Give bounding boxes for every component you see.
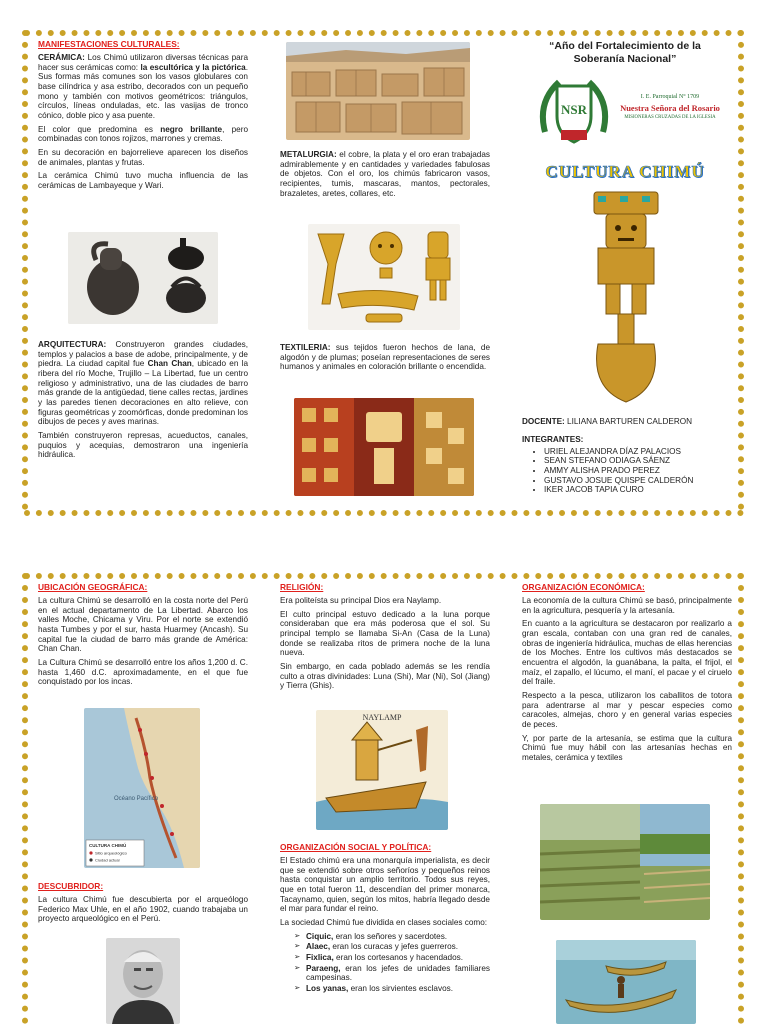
- religion-paragraph-1: Era politeísta su principal Dios era Naylamp.: [280, 595, 442, 605]
- panel-manifestaciones: [38, 40, 248, 195]
- org-paragraph-1: El Estado chimú era una monarquía imperialista, es decir que se extendió sobre otros señoríos y pequeños reinos hasta conquistar un amplio territorio. Todos sus reyes, que en total fueron 11, descendían del primer monarca, Tacaynamo, quien, según los mitos, habría llegado desde el mar para fundar el reino.: [280, 855, 490, 914]
- heading-religion: RELIGIÓN:: [280, 582, 324, 592]
- right-dotted-border-2: [738, 573, 744, 1024]
- color-paragraph: [38, 125, 248, 144]
- integrantes-block: [522, 435, 732, 495]
- arquitectura-text-1: Construyeron grandes ciudades, templos y palacios a base de adobe, principalmente, y de piedra. La ciudad capital fue: [38, 340, 248, 369]
- motto-text: “Año del Fortalecimiento de la Soberanía Nacional”: [549, 40, 701, 66]
- svg-text:Océano Pacífico: Océano Pacífico: [114, 796, 159, 802]
- decor-paragraph: En su decoración en bajorrelieve aparecen los diseños de animales, plantas y frutas.: [38, 147, 248, 167]
- eco-paragraph-3: Respecto a la pesca, utilizaron los caballitos de totora para adentrarse al mar y pescar especies como caracoles, almejas, choro y en general varias especies de peces.: [522, 690, 732, 729]
- eco-paragraph-1: La economía de la cultura Chimú se basó, principalmente en la agricultura, pesquería y la artesanía.: [522, 595, 732, 615]
- tumi-knife-image: [580, 188, 672, 406]
- left-dotted-border: [22, 30, 28, 510]
- top-dotted-border: [24, 30, 744, 36]
- color-text-2: , pero combinadas con tonos rojizos, marrones y cremas.: [38, 124, 248, 144]
- agriculture-photo: [540, 804, 710, 920]
- integrantes-label: INTEGRANTES:: [522, 435, 584, 444]
- influencia-paragraph: La cerámica Chimú tuvo mucha influencia de las cerámicas de Lambayeque y Wari.: [38, 171, 248, 190]
- descubridor-paragraph: La cultura Chimú fue descubierta por el arqueólogo Federico Max Uhle, en el año 1902, cuando trabajaba un proyecto arqueológico en el Perú.: [38, 894, 248, 924]
- panel-descubridor: [38, 882, 248, 928]
- heading-ubicacion: UBICACIÓN GEOGRÁFICA:: [38, 582, 148, 592]
- metalurgia-paragraph: [280, 150, 490, 198]
- integrante-item: • AMMY ALISHA PRADO PEREZ: [544, 466, 732, 476]
- docente-label: DOCENTE:: [522, 417, 565, 426]
- docente-line: [522, 417, 732, 427]
- ceramica-bold: la escultórica y la pictórica: [140, 62, 246, 72]
- org-paragraph-2: La sociedad Chimú fue dividida en clases sociales como:: [280, 917, 488, 927]
- ceramica-label: CERÁMICA:: [38, 52, 85, 62]
- school-seal-icon: [535, 72, 613, 150]
- clase-item: ➢ Fixlica, eran los cortesanos y hacendados.: [296, 953, 490, 963]
- textileria-text: sus tejidos fueron hechos de lana, de algodón y de plumas; poseían representaciones de seres humanos y animales en coloración brillante o encendida.: [280, 343, 490, 372]
- chimu-map: [84, 708, 200, 868]
- ceramica-text-1: Los Chimú utilizaron diversas técnicas para hacer sus cerámicas como:: [38, 52, 248, 72]
- clase-item: ➢ Ciquic, eran los señores y sacerdotes.: [296, 932, 490, 942]
- school-line-3: MISIONERAS CRUZADAS DE LA IGLESIA: [624, 115, 716, 120]
- docente-name: LILIANA BARTUREN CALDERON: [564, 417, 693, 426]
- color-text-1: El color que predomina es: [38, 124, 161, 134]
- panel-organizacion-social: [280, 843, 490, 995]
- integrante-item: • GUSTAVO JOSUE QUISPE CALDERÓN: [544, 476, 732, 486]
- integrante-item: • URIEL ALEJANDRA DÍAZ PALACIOS: [544, 447, 732, 457]
- represas-paragraph: También construyeron represas, acueductos, canales, puquios y acequias, demostraron una ingeniería hidráulica.: [38, 431, 248, 460]
- right-dotted-border: [738, 30, 744, 510]
- clase-item: ➢ Paraeng, eran los jefes de unidades familiares campesinas.: [296, 964, 490, 983]
- clases-list: [280, 932, 490, 994]
- school-line-1: I. E. Parroquial N° 1709: [640, 94, 700, 100]
- arquitectura-text-2: , ubicado en la ribera del río Moche, Trujillo – La Libertad, fue un centro religioso y administrativo, una de las ciudades de barro más grande de la antigüedad, tiene calles rectas, jardines y las paredes tienen decoraciones en alto relieve, con figuras geométricas y zoomórficas, donde predominan los dibujos de peces y aves marinas.: [38, 359, 248, 427]
- heading-manifestaciones: MANIFESTACIONES CULTURALES:: [38, 39, 180, 49]
- arquitectura-label: ARQUITECTURA:: [38, 340, 107, 349]
- cover-title: CULTURA CHIMÚ: [545, 162, 705, 181]
- clase-item: ➢ Los yanas, eran los sirvientes esclavos.: [296, 984, 490, 994]
- svg-text:CULTURA CHIMÚ: CULTURA CHIMÚ: [89, 843, 127, 848]
- ubicacion-paragraph-1: La cultura Chimú se desarrolló en la costa norte del Perú en el actual departamento de La Libertad. Abarco los valles Moche, Chicama y Viru. Por el norte se extendió hasta Tumbes y por el sur, hasta Huarmey (Ancash). Su capital fue la ciudad de barro más grande de América: Chan Chan.: [38, 595, 248, 654]
- panel-metalurgia: [280, 150, 490, 202]
- max-uhle-portrait: [106, 938, 180, 1024]
- clase-item: ➢ Alaec, eran los curacas y jefes guerreros.: [296, 942, 490, 952]
- integrante-item: • IKER JACOB TAPIA CURO: [544, 485, 732, 495]
- metalurgia-text: el cobre, la plata y el oro eran trabajadas admirablemente y en cantidades y variedades fabulosas de objetos. Con el oro, los chimús fabricaron vasos, recipientes, tumis, mascaras, mantos, pectorales, brazaletes, aretes, collares, etc.: [280, 150, 490, 198]
- svg-text:NSR: NSR: [560, 102, 588, 117]
- totora-boats-photo: [556, 940, 696, 1024]
- chan-chan-photo: [286, 42, 470, 140]
- eco-paragraph-4: Y, por parte de la artesanía, se estima que la cultura Chimú fue muy hábil con las artesanías hechas en metales, cerámica y textiles: [522, 733, 732, 762]
- metalurgia-label: METALURGIA:: [280, 150, 337, 159]
- middle-dotted-border: [24, 510, 744, 516]
- heading-organizacion-social: ORGANIZACIÓN SOCIAL Y POLÍTICA:: [280, 842, 432, 852]
- color-bold: negro brillante: [160, 124, 223, 134]
- ceramica-text-2: . Sus formas más comunes son los vasos globulares con base cilíndrica y asa estribo, decorados con un pequeño mono y también con motivos geométricos: triángulos, círculos, líneas onduladas, etc. las vasijas de tronco cónico, doble pico y asa puente.: [38, 62, 248, 120]
- school-line-2: Nuestra Señora del Rosario: [620, 103, 720, 113]
- ceramica-paragraph: [38, 53, 248, 121]
- svg-text:Ciudad actual: Ciudad actual: [95, 857, 120, 863]
- middle-dotted-border-2: [24, 573, 744, 579]
- school-logo: [535, 72, 725, 152]
- textileria-label: TEXTILERIA:: [280, 343, 331, 352]
- panel-arquitectura: [38, 340, 248, 464]
- left-dotted-border-2: [22, 573, 28, 1024]
- heading-organizacion-economica: ORGANIZACIÓN ECONÓMICA:: [522, 582, 645, 592]
- gold-objects-photo: [308, 224, 460, 330]
- panel-religion: [280, 583, 490, 695]
- arquitectura-bold: Chan Chan: [147, 359, 192, 369]
- naylamp-illustration: [316, 710, 448, 830]
- textileria-paragraph: [280, 343, 490, 372]
- integrante-item: • SEAN STEFANO ODIAGA SÁENZ: [544, 456, 732, 466]
- svg-text:Sitio arqueológico: Sitio arqueológico: [95, 850, 127, 856]
- religion-paragraph-2: El culto principal estuvo dedicado a la luna porque consideraban que era más poderosa que el sol. Su principal templo se llamaba Si-An (Casa de la Luna) donde se realizaba ritos de primera noche de la luna nueva.: [280, 609, 490, 658]
- ubicacion-paragraph-2: La Cultura Chimú se desarrolló entre los años 1,200 d. C. hasta 1,460 d.C. aproximadamente, en el que fue conquistado por los incas.: [38, 657, 248, 687]
- panel-textileria: [280, 343, 490, 376]
- arquitectura-paragraph: [38, 340, 248, 427]
- panel-ubicacion: [38, 583, 248, 691]
- svg-text:NAYLAMP: NAYLAMP: [362, 713, 402, 722]
- eco-paragraph-2: En cuanto a la agricultura se destacaron por realizarlo a gran escala, contaban con una gran red de canales, obras de ingeniería hidráulica, muchas de ellas herencias de los Moches. Entre los cultivos más destacados se encuentra el algodón, la guanábana, la palta, el frijol, el maíz, el zapallo, el lúcumo, el maní, el pacae y el ciruelo del fraile.: [522, 619, 732, 687]
- heading-descubridor: DESCUBRIDOR:: [38, 881, 104, 891]
- integrantes-list: [522, 447, 732, 495]
- religion-paragraph-3: Sin embargo, en cada poblado además se les rendía culto a otras divinidades: Luna (Shi), Mar (Ni), Sol (Jiang) y Tierra (Ghis).: [280, 661, 490, 691]
- ceramics-photo: [68, 232, 218, 324]
- panel-organizacion-economica: [522, 583, 732, 767]
- textiles-photo: [294, 398, 474, 496]
